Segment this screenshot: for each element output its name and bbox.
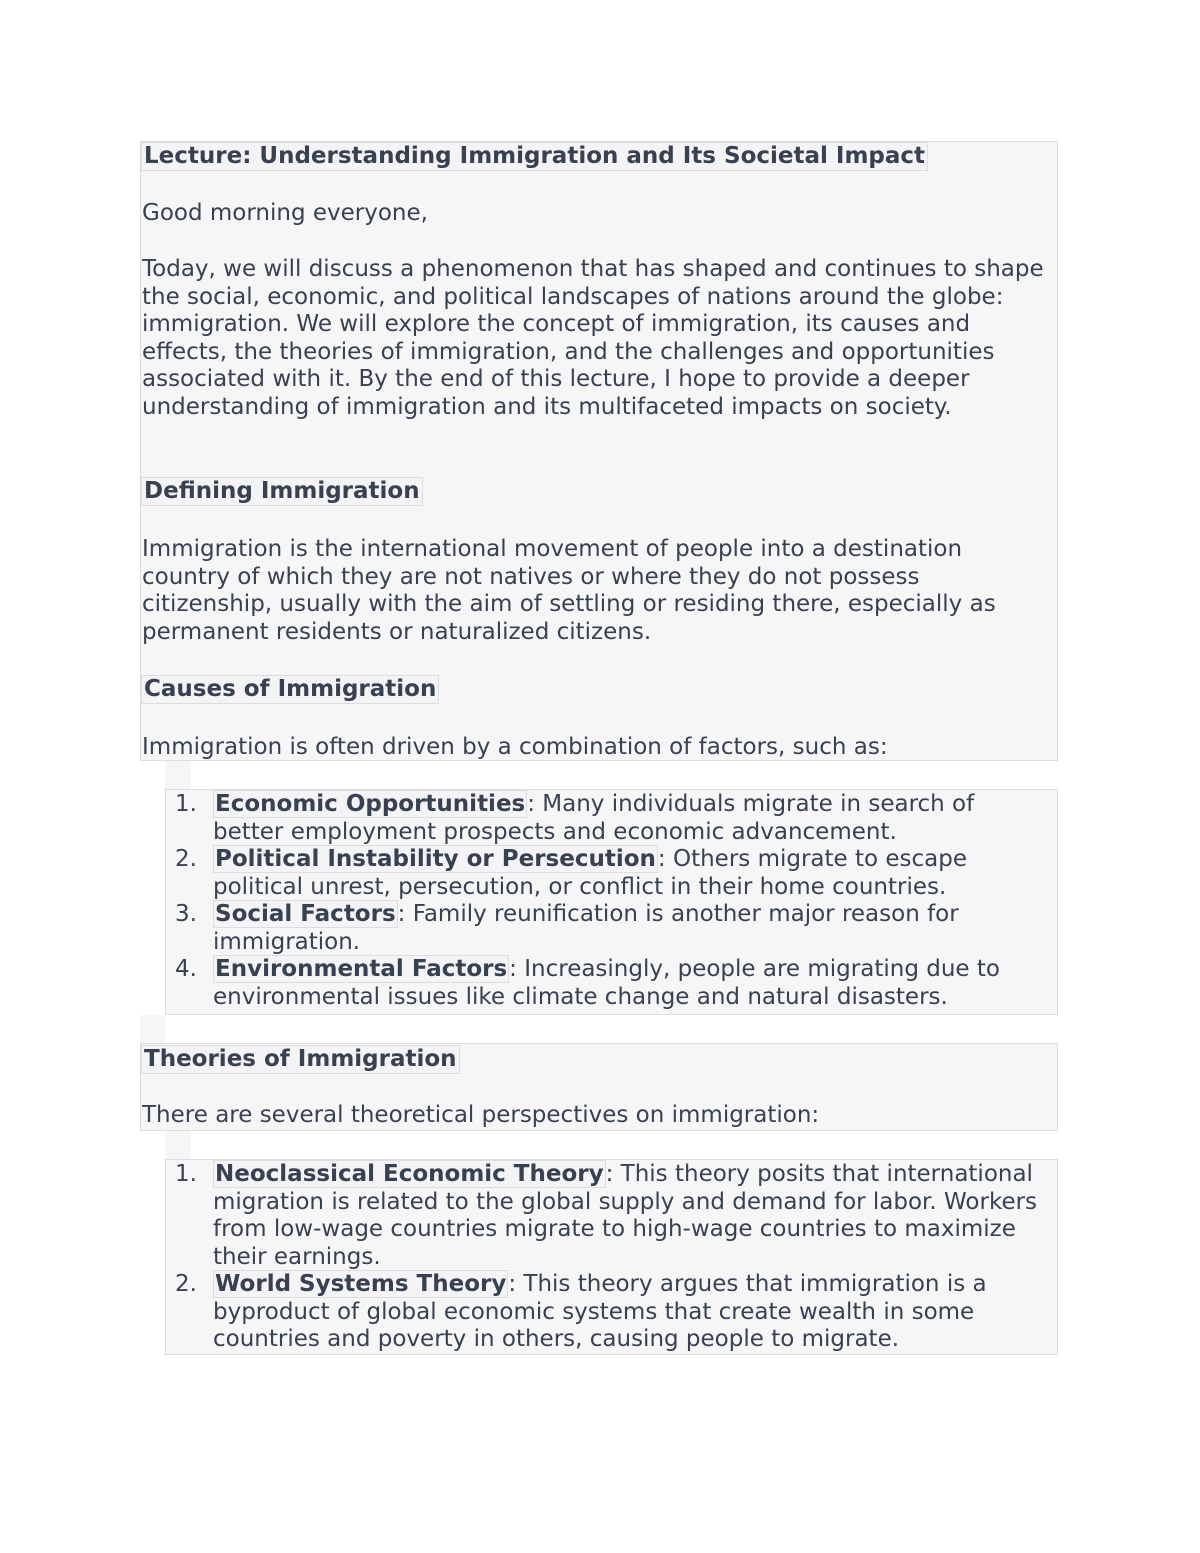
intro-paragraph: Today, we will discuss a phenomenon that has shaped and continues to shape the social, economic, and political landscapes of nations around the globe: immigration. We will explore the concept of immigration, its causes and effects, the theories of immigration, and the challenges and opportunities associated with it. By the end of this lecture, I hope to provide a deeper understanding of immigration and its multifaceted impacts on society. xyxy=(142,256,1044,420)
list-number: 2. xyxy=(175,846,197,872)
list-term: World Systems Theory xyxy=(215,1271,507,1297)
page-title: Lecture: Understanding Immigration and Its Societal Impact xyxy=(141,142,928,171)
list-text: : Family reunification is another major reason for immigration. xyxy=(213,901,959,955)
list-text: : This theory posits that international migration is related to the global supply and demand for labor. Workers from low-wage countries migrate to high-wage countries to maximize their earnings. xyxy=(213,1161,1038,1270)
list-number: 1. xyxy=(175,1161,197,1187)
greeting: Good morning everyone, xyxy=(142,200,428,226)
intro-section-box xyxy=(140,141,1058,761)
list-text: : Others migrate to escape political unrest, persecution, or conflict in their home countries. xyxy=(213,846,968,900)
list-text: : Many individuals migrate in search of better employment prospects and economic advancement. xyxy=(213,791,975,845)
list-item xyxy=(165,846,1050,901)
list-item xyxy=(165,1271,1050,1354)
list-text: : This theory argues that immigration is a byproduct of global economic systems that create wealth in some countries and poverty in others, causing people to migrate. xyxy=(213,1271,987,1352)
causes-intro: Immigration is often driven by a combination of factors, such as: xyxy=(142,734,888,760)
list-term: Social Factors xyxy=(215,901,396,927)
list-term: Political Instability or Persecution xyxy=(215,846,656,872)
list-term: Economic Opportunities xyxy=(215,791,526,817)
list-term: Neoclassical Economic Theory xyxy=(215,1161,604,1187)
list-number: 3. xyxy=(175,901,197,927)
list-gap xyxy=(140,1015,165,1043)
theories-list xyxy=(165,1161,1050,1354)
list-item xyxy=(165,1161,1050,1271)
list-gap xyxy=(165,1131,191,1159)
list-number: 4. xyxy=(175,956,197,982)
defining-heading: Defining Immigration xyxy=(141,477,423,506)
list-number: 1. xyxy=(175,791,197,817)
theories-intro: There are several theoretical perspectives on immigration: xyxy=(142,1102,820,1128)
list-gap xyxy=(165,761,191,789)
causes-list xyxy=(165,791,1050,1011)
list-text: : Increasingly, people are migrating due to environmental issues like climate change and natural disasters. xyxy=(213,956,1000,1010)
list-item xyxy=(165,901,1050,956)
list-item xyxy=(165,791,1050,846)
theories-heading: Theories of Immigration xyxy=(141,1045,460,1074)
list-number: 2. xyxy=(175,1271,197,1297)
list-term: Environmental Factors xyxy=(215,956,508,982)
defining-paragraph: Immigration is the international movement of people into a destination country of which they are not natives or where they do not possess citizenship, usually with the aim of settling or residing there, especially as permanent residents or naturalized citizens. xyxy=(142,536,996,645)
causes-heading: Causes of Immigration xyxy=(141,675,439,704)
list-item xyxy=(165,956,1050,1011)
